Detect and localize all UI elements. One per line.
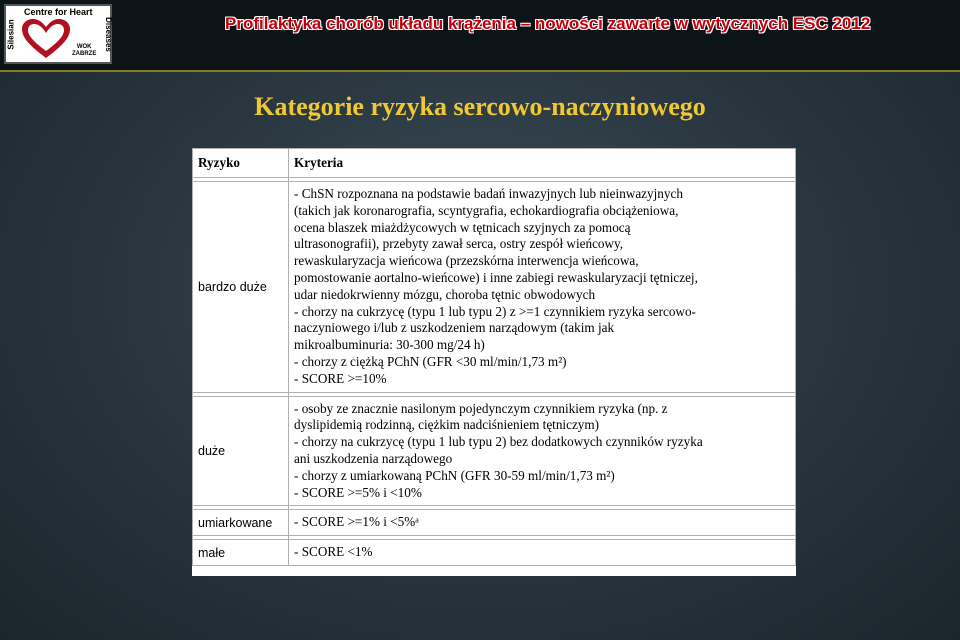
risk-table-container	[192, 148, 796, 576]
heart-icon	[20, 18, 72, 60]
logo-wok: WOK ZABRZE	[72, 44, 97, 57]
header-criteria: Kryteria	[289, 149, 796, 178]
table-row	[193, 182, 796, 393]
table-header-row	[193, 149, 796, 178]
header-risk: Ryzyko	[193, 149, 289, 178]
table-row	[193, 510, 796, 536]
table-row	[193, 396, 796, 506]
logo-top-text: Centre for Heart	[24, 7, 93, 17]
table-row	[193, 540, 796, 566]
header-bar	[0, 0, 960, 72]
risk-high: duże	[193, 396, 289, 506]
criteria-moderate: - SCORE >=1% i <5%ᵃ	[289, 510, 796, 536]
risk-very-high: bardzo duże	[193, 182, 289, 393]
header-title: Profilaktyka chorób układu krążenia – nowości zawarte w wytycznych ESC 2012	[225, 14, 871, 33]
criteria-high: - osoby ze znacznie nasilonym pojedynczym czynnikiem ryzyka (np. z dyslipidemią rodzinną, ciężkim nadciśnieniem tętniczym) - chorzy na cukrzycę (typu 1 lub typu 2) bez dodatkowych czynników ryzyka ani uszkodzenia narządowego - chorzy z umiarkowaną PChN (GFR 30-59 ml/min/1,73 m²) - SCORE >=5% i <10%	[289, 396, 796, 506]
risk-table	[192, 148, 796, 566]
logo-right-text: Diseases	[103, 17, 113, 52]
risk-moderate: umiarkowane	[193, 510, 289, 536]
logo	[4, 4, 112, 64]
slide-title: Kategorie ryzyka sercowo-naczyniowego	[254, 92, 706, 121]
criteria-low: - SCORE <1%	[289, 540, 796, 566]
risk-low: małe	[193, 540, 289, 566]
criteria-very-high: - ChSN rozpoznana na podstawie badań inwazyjnych lub nieinwazyjnych (takich jak koronarografia, scyntygrafia, echokardiografia obciążeniowa, ocena blaszek miażdżycowych w tętnicach szyjnych za pomocą ultrasonografii), przebyty zawał serca, ostry zespół wieńcowy, rewaskularyzacja wieńcowa (przezskórna interwencja wieńcowa, pomostowanie aortalno-wieńcowe) i inne zabiegi rewaskularyzacji tętniczej, udar niedokrwienny mózgu, choroba tętnic obwodowych - chorzy na cukrzycę (typu 1 lub typu 2) z >=1 czynnikiem ryzyka sercowo- naczyniowego i/lub z uszkodzeniem narządowym (takim jak mikroalbuminuria: 30-300 mg/24 h) - chorzy z ciężką PChN (GFR <30 ml/min/1,73 m²) - SCORE >=10%	[289, 182, 796, 393]
logo-left-text: Silesian	[6, 19, 16, 50]
